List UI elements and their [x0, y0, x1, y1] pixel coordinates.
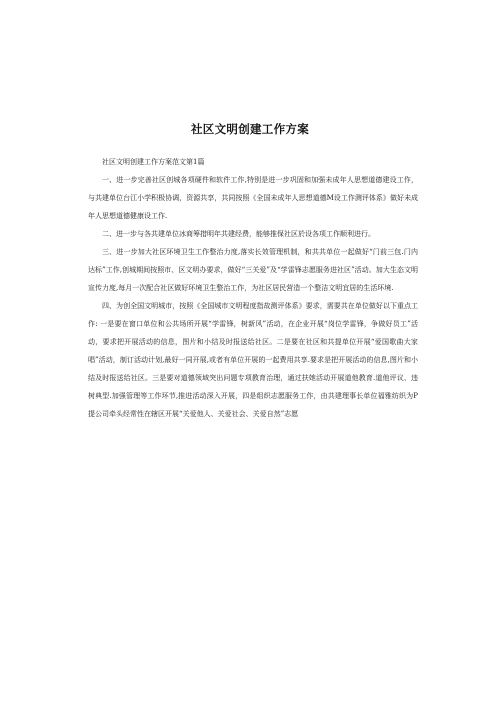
paragraph-3: 三、进一步加大社区环境卫生工作整治力度,落实长效管理机制，和共共单位一起做好“门前三包.门内达标”工作,创城期间按照市、区文明办要求，做好“三关爱”及“学雷锋志愿服务进社区”活动。加大生态文明宣传力度,每月一次配合社区做好环境卫生整治工作，为社区居民营造一个整洁文明宜居的生活环境. [88, 248, 418, 292]
paragraph-4: 四、为创全国文明城市，按照《全国城市文明程度指故测评体系》要求，需要共在单位做好以下重点工作: 一是要在窗口单位和公共场所开展“学雷锋，树新风”活动，在企业开展“岗位学雷锋，争做好员工”活动，要求把开展活动的信息，图片和小结及时报送给社区。二是要在社区和共提单位开展“爱国歌曲大家唱”活动，制订活动计划,最好一同开展,或者有单位开展的一起费用共享.要求是把开展活动的信息,图片和小结及时报送给社区。三是要对道德领域突出问题专项教育治理，通过扶她活动开展道他教育.道他评议、违树典型.加强管理等工作环节,推进活动深入开展，四是组织志愿服务工作，由共建理事长单位福雅纺织为P提公司牵头经常性在辖区开展“关爱他人、关爱社会、关爱自然”志愿 [88, 302, 418, 418]
document-body [88, 153, 418, 423]
paragraph-2: 二、进一步与各共建单位冰商筹措明年共建经费，能够推保社区於设各项工作顺利进行。 [102, 230, 375, 238]
paragraph-1: 一、进一步完善社区创城各项硬件和软件工作,特别是进一步巩固和加强未成年人思想道德建设工作，与共建单位台江小学积极协调，资源共享，共同按照《全国未成年人思想道德M设工作测评体系》做好未成年人思想道德健康设工作. [88, 176, 418, 220]
document-title: 社区文明创建工作方案 [191, 122, 309, 136]
document-subtitle: 社区文明创建工作方案范文第1篇 [102, 158, 205, 166]
